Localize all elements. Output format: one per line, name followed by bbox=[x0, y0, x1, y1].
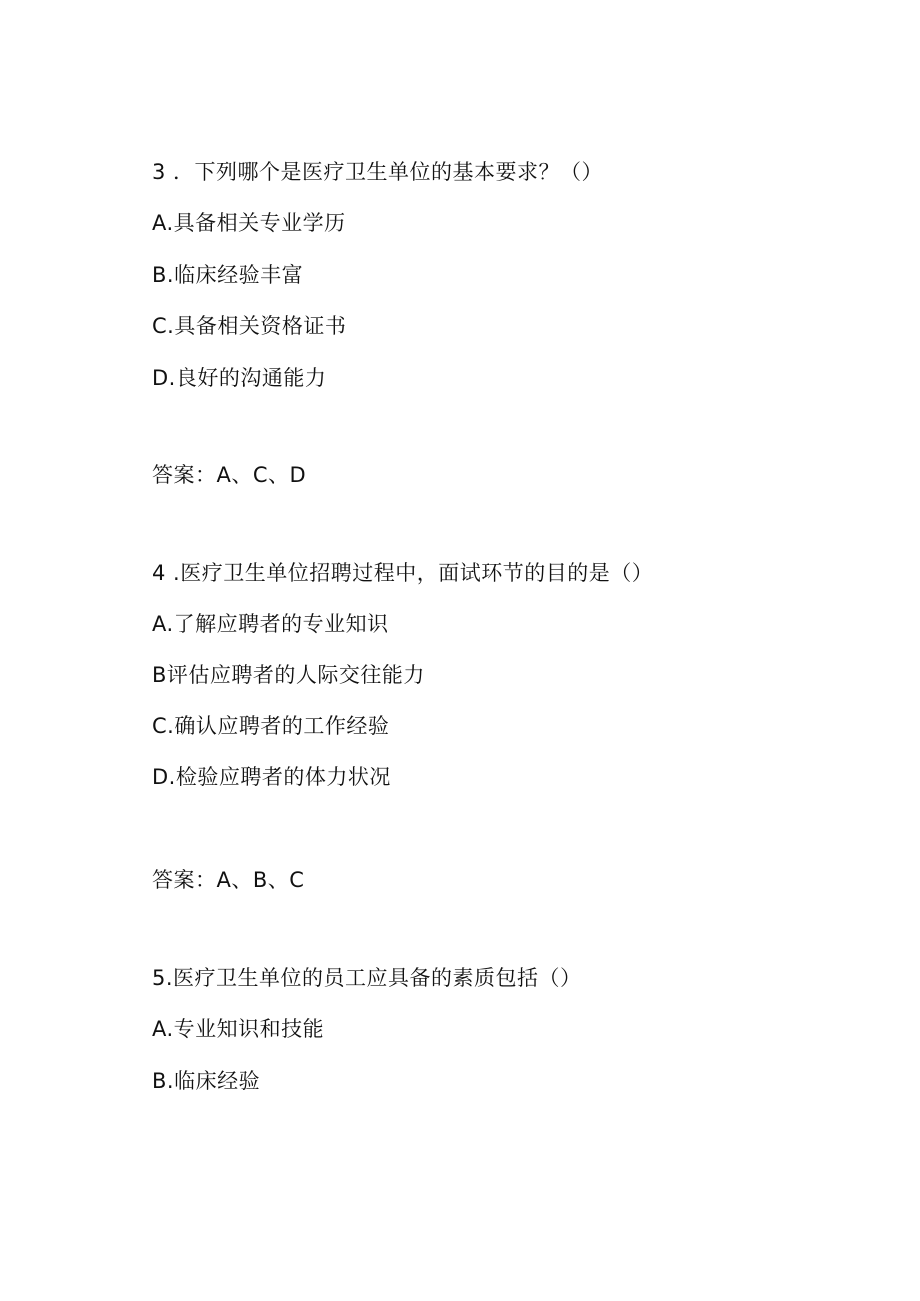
question-4-stem: 4 .医疗卫生单位招聘过程中，面试环节的目的是（） bbox=[152, 561, 654, 585]
question-5-stem: 5.医疗卫生单位的员工应具备的素质包括（） bbox=[152, 966, 582, 990]
question-4-option-a: A.了解应聘者的专业知识 bbox=[152, 612, 389, 636]
question-3-option-c: C.具备相关资格证书 bbox=[152, 314, 347, 338]
question-4-answer: 答案：A、B、C bbox=[152, 868, 305, 892]
question-3-answer: 答案：A、C、D bbox=[152, 463, 307, 487]
question-4-option-b: B评估应聘者的人际交往能力 bbox=[152, 663, 425, 687]
question-3-option-a: A.具备相关专业学历 bbox=[152, 211, 346, 235]
question-5-option-a: A.专业知识和技能 bbox=[152, 1017, 325, 1041]
question-3-option-b: B.临床经验丰富 bbox=[152, 263, 304, 287]
question-3-option-d: D.良好的沟通能力 bbox=[152, 366, 327, 390]
question-3-stem: 3 ．下列哪个是医疗卫生单位的基本要求？（） bbox=[152, 160, 604, 184]
question-4-option-c: C.确认应聘者的工作经验 bbox=[152, 714, 390, 738]
question-4-option-d: D.检验应聘者的体力状况 bbox=[152, 765, 391, 789]
question-5-option-b: B.临床经验 bbox=[152, 1069, 261, 1093]
